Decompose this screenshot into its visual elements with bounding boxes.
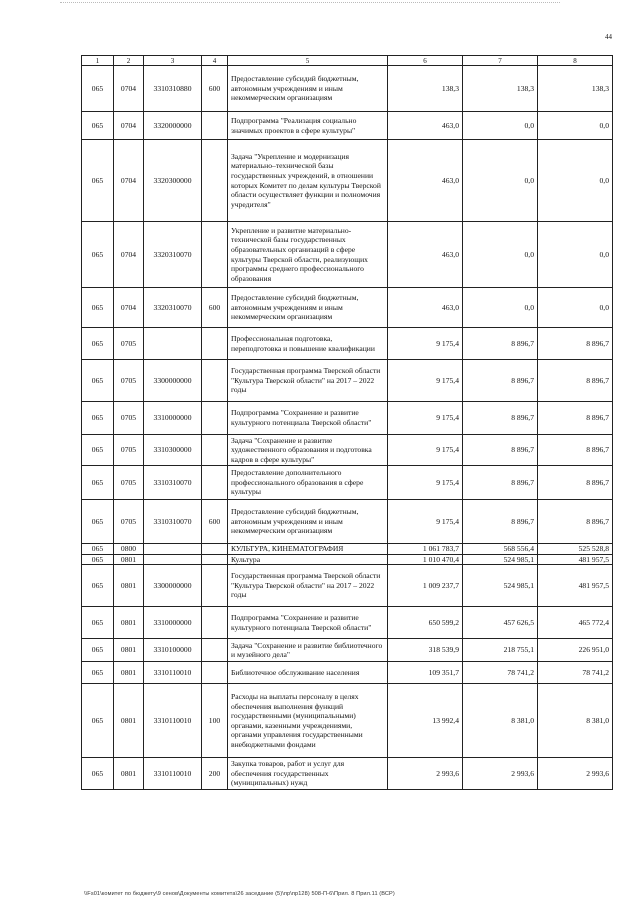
table-cell-c2: 0705: [114, 500, 144, 544]
table-cell-c7: 524 985,1: [463, 565, 538, 607]
table-cell-c3: 3300000000: [144, 565, 202, 607]
table-cell-c3: [144, 328, 202, 360]
table-cell-c2: 0704: [114, 222, 144, 288]
table-cell-c6: 463,0: [388, 288, 463, 328]
table-cell-c1: 065: [82, 402, 114, 435]
table-cell-c8: 0,0: [538, 288, 613, 328]
table-cell-c5: Закупка товаров, работ и услуг для обеспечения государственных (муниципальных) нужд: [228, 758, 388, 790]
table-cell-c6: 463,0: [388, 140, 463, 222]
table-cell-c7: 218 755,1: [463, 639, 538, 662]
table-cell-c4: [202, 607, 228, 639]
table-cell-c3: 3310310070: [144, 500, 202, 544]
table-cell-c3: 3320300000: [144, 140, 202, 222]
table-cell-c7: 8 896,7: [463, 328, 538, 360]
table-cell-c5: Государственная программа Тверской области "Культура Тверской области" на 2017 – 2022 годы: [228, 565, 388, 607]
table-cell-c2: 0704: [114, 66, 144, 112]
table-cell-c7: 78 741,2: [463, 662, 538, 684]
table-cell-c1: 065: [82, 140, 114, 222]
table-cell-c4: [202, 466, 228, 500]
table-cell-c4: [202, 565, 228, 607]
scan-artifact: [60, 2, 560, 6]
table-cell-c2: 0801: [114, 684, 144, 758]
table-row: [82, 554, 613, 565]
table-cell-c1: 065: [82, 554, 114, 565]
table-cell-c7: 8 381,0: [463, 684, 538, 758]
table-cell-c6: 1 061 783,7: [388, 544, 463, 555]
table-cell-c5: Задача "Сохранение и развитие библиотечного и музейного дела": [228, 639, 388, 662]
table-cell-c6: 9 175,4: [388, 435, 463, 466]
table-cell-c5: КУЛЬТУРА, КИНЕМАТОГРАФИЯ: [228, 544, 388, 555]
table-cell-c5: Задача "Укрепление и модернизация материально–технической базы государственных учреждений, в отношении которых Комитет по делам культуры Тверской области осуществляет функции и полномочия учредителя": [228, 140, 388, 222]
table-cell-c4: 200: [202, 758, 228, 790]
table-cell-c4: [202, 435, 228, 466]
table-cell-c1: 065: [82, 565, 114, 607]
table-row: [82, 328, 613, 360]
table-row: [82, 66, 613, 112]
table-row: [82, 112, 613, 140]
table-cell-c3: [144, 544, 202, 555]
table-cell-c2: 0801: [114, 662, 144, 684]
table-cell-c6: 9 175,4: [388, 402, 463, 435]
table-cell-c6: 109 351,7: [388, 662, 463, 684]
table-cell-c7: 8 896,7: [463, 360, 538, 402]
table-cell-c8: 226 951,0: [538, 639, 613, 662]
table-cell-c8: 8 381,0: [538, 684, 613, 758]
table-cell-c6: 318 539,9: [388, 639, 463, 662]
table-cell-c4: [202, 554, 228, 565]
table-row: [82, 684, 613, 758]
table-cell-c5: Предоставление субсидий бюджетным, автономным учреждениям и иным некоммерческим организациям: [228, 500, 388, 544]
table-cell-c8: 481 957,5: [538, 565, 613, 607]
table-cell-c6: 9 175,4: [388, 500, 463, 544]
table-cell-c1: 065: [82, 466, 114, 500]
table-row: [82, 435, 613, 466]
table-cell-c3: [144, 554, 202, 565]
table-cell-c8: 8 896,7: [538, 466, 613, 500]
table-cell-c1: 065: [82, 288, 114, 328]
table-cell-c3: 3310100000: [144, 639, 202, 662]
table-cell-c1: 065: [82, 435, 114, 466]
table-cell-c5: Подпрограмма "Сохранение и развитие культурного потенциала Тверской области": [228, 402, 388, 435]
table-cell-c5: Предоставление субсидий бюджетным, автономным учреждениям и иным некоммерческим организациям: [228, 66, 388, 112]
header-cell: 6: [388, 56, 463, 66]
table-cell-c7: 457 626,5: [463, 607, 538, 639]
table-cell-c3: 3310300000: [144, 435, 202, 466]
header-cell: 3: [144, 56, 202, 66]
table-cell-c8: 0,0: [538, 222, 613, 288]
table-cell-c4: [202, 662, 228, 684]
table-row: [82, 565, 613, 607]
table-cell-c7: 138,3: [463, 66, 538, 112]
table-cell-c8: 138,3: [538, 66, 613, 112]
table-cell-c1: 065: [82, 360, 114, 402]
table-cell-c3: 3310110010: [144, 684, 202, 758]
table-cell-c3: 3300000000: [144, 360, 202, 402]
table-cell-c8: 481 957,5: [538, 554, 613, 565]
table-cell-c7: 568 556,4: [463, 544, 538, 555]
table-cell-c7: 8 896,7: [463, 466, 538, 500]
table-cell-c2: 0704: [114, 288, 144, 328]
table-cell-c1: 065: [82, 758, 114, 790]
table-cell-c7: 0,0: [463, 222, 538, 288]
table-cell-c5: Задача "Сохранение и развитие художественного образования и подготовка кадров в сфере культуры": [228, 435, 388, 466]
header-cell: 7: [463, 56, 538, 66]
header-row: [82, 56, 613, 66]
table-row: [82, 402, 613, 435]
table-cell-c5: Подпрограмма "Реализация социально значимых проектов в сфере культуры": [228, 112, 388, 140]
table-cell-c3: 3320000000: [144, 112, 202, 140]
table-row: [82, 222, 613, 288]
table-cell-c8: 465 772,4: [538, 607, 613, 639]
table-cell-c2: 0705: [114, 328, 144, 360]
table-cell-c4: [202, 360, 228, 402]
table-cell-c8: 525 528,8: [538, 544, 613, 555]
table-cell-c4: [202, 222, 228, 288]
table-cell-c7: 0,0: [463, 112, 538, 140]
table-cell-c1: 065: [82, 66, 114, 112]
header-cell: 2: [114, 56, 144, 66]
table-cell-c3: 3320310070: [144, 288, 202, 328]
budget-table: [81, 55, 613, 790]
table-cell-c2: 0705: [114, 360, 144, 402]
table-cell-c6: 9 175,4: [388, 360, 463, 402]
table-cell-c3: 3310110010: [144, 662, 202, 684]
table-cell-c6: 138,3: [388, 66, 463, 112]
footer-file-path: \\Fs01\комитет по бюджету\9 сенов\Документы комитета\26 заседание (5)\пр\пр128) 508-П-6\Прил. 8 Прил.11 (ВСР): [84, 891, 395, 897]
table-cell-c8: 8 896,7: [538, 402, 613, 435]
table-cell-c3: 3310310880: [144, 66, 202, 112]
table-cell-c1: 065: [82, 662, 114, 684]
table-cell-c5: Культура: [228, 554, 388, 565]
table-cell-c7: 8 896,7: [463, 402, 538, 435]
table-cell-c1: 065: [82, 328, 114, 360]
table-cell-c8: 8 896,7: [538, 500, 613, 544]
table-cell-c2: 0704: [114, 140, 144, 222]
table-cell-c3: 3310000000: [144, 402, 202, 435]
table-cell-c8: 0,0: [538, 140, 613, 222]
table-row: [82, 758, 613, 790]
header-cell: 1: [82, 56, 114, 66]
table-cell-c8: 8 896,7: [538, 360, 613, 402]
table-cell-c6: 463,0: [388, 222, 463, 288]
table-cell-c3: 3310000000: [144, 607, 202, 639]
table-cell-c7: 2 993,6: [463, 758, 538, 790]
table-cell-c6: 650 599,2: [388, 607, 463, 639]
table-row: [82, 500, 613, 544]
table-cell-c5: Предоставление дополнительного профессионального образования в сфере культуры: [228, 466, 388, 500]
table-cell-c1: 065: [82, 500, 114, 544]
table-cell-c6: 2 993,6: [388, 758, 463, 790]
table-cell-c8: 78 741,2: [538, 662, 613, 684]
table-cell-c3: 3320310070: [144, 222, 202, 288]
table-row: [82, 662, 613, 684]
table-cell-c2: 0801: [114, 607, 144, 639]
table-cell-c4: 600: [202, 288, 228, 328]
page-number: 44: [605, 33, 612, 41]
table-cell-c4: [202, 544, 228, 555]
table-cell-c1: 065: [82, 222, 114, 288]
table-cell-c2: 0705: [114, 402, 144, 435]
header-cell: 4: [202, 56, 228, 66]
table-cell-c1: 065: [82, 684, 114, 758]
table-cell-c3: 3310110010: [144, 758, 202, 790]
table-cell-c6: 463,0: [388, 112, 463, 140]
table-cell-c4: 600: [202, 500, 228, 544]
table-cell-c5: Профессиональная подготовка, переподготовка и повышение квалификации: [228, 328, 388, 360]
table-cell-c7: 8 896,7: [463, 435, 538, 466]
table-row: [82, 466, 613, 500]
table-cell-c4: [202, 402, 228, 435]
table-cell-c1: 065: [82, 607, 114, 639]
table-row: [82, 140, 613, 222]
table-row: [82, 360, 613, 402]
table-cell-c6: 9 175,4: [388, 466, 463, 500]
table-cell-c5: Библиотечное обслуживание населения: [228, 662, 388, 684]
table-cell-c2: 0801: [114, 554, 144, 565]
table-cell-c2: 0800: [114, 544, 144, 555]
table-row: [82, 607, 613, 639]
table-cell-c6: 1 009 237,7: [388, 565, 463, 607]
table-cell-c2: 0801: [114, 758, 144, 790]
table-cell-c6: 9 175,4: [388, 328, 463, 360]
table-cell-c2: 0705: [114, 466, 144, 500]
table-cell-c8: 8 896,7: [538, 435, 613, 466]
table-cell-c8: 8 896,7: [538, 328, 613, 360]
table-cell-c4: [202, 112, 228, 140]
table-cell-c2: 0704: [114, 112, 144, 140]
table-cell-c5: Государственная программа Тверской области "Культура Тверской области" на 2017 – 2022 годы: [228, 360, 388, 402]
table-cell-c7: 0,0: [463, 140, 538, 222]
table-cell-c2: 0801: [114, 565, 144, 607]
header-cell: 8: [538, 56, 613, 66]
table-row: [82, 639, 613, 662]
table-cell-c1: 065: [82, 544, 114, 555]
header-cell: 5: [228, 56, 388, 66]
table-row: [82, 288, 613, 328]
table-cell-c2: 0705: [114, 435, 144, 466]
table-cell-c6: 1 010 470,4: [388, 554, 463, 565]
table-cell-c4: [202, 639, 228, 662]
table-cell-c4: 600: [202, 66, 228, 112]
table-row: [82, 544, 613, 555]
table-cell-c5: Укрепление и развитие материально-технической базы государственных образовательных организаций в сфере культуры Тверской области, реализующих программы среднего профессионального образования: [228, 222, 388, 288]
table-cell-c6: 13 992,4: [388, 684, 463, 758]
table-cell-c5: Подпрограмма "Сохранение и развитие культурного потенциала Тверской области": [228, 607, 388, 639]
table-cell-c2: 0801: [114, 639, 144, 662]
table-cell-c5: Предоставление субсидий бюджетным, автономным учреждениям и иным некоммерческим организациям: [228, 288, 388, 328]
table-cell-c3: 3310310070: [144, 466, 202, 500]
table-cell-c1: 065: [82, 112, 114, 140]
table-cell-c5: Расходы на выплаты персоналу в целях обеспечения выполнения функций государственными (муниципальными) органами, казенными учреждениями, органами управления государственными внебюджетными фондами: [228, 684, 388, 758]
table-cell-c4: 100: [202, 684, 228, 758]
table-cell-c7: 0,0: [463, 288, 538, 328]
table-cell-c4: [202, 328, 228, 360]
table-cell-c8: 0,0: [538, 112, 613, 140]
table-cell-c7: 524 985,1: [463, 554, 538, 565]
table-cell-c1: 065: [82, 639, 114, 662]
table-cell-c8: 2 993,6: [538, 758, 613, 790]
table-cell-c4: [202, 140, 228, 222]
table-cell-c7: 8 896,7: [463, 500, 538, 544]
